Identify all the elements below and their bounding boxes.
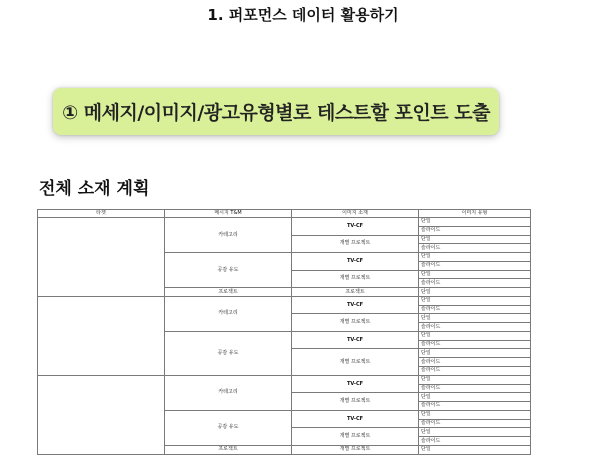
image-source-cell: 개별 프로젝트 <box>292 428 419 446</box>
message-cell: 카테고리 <box>165 375 292 410</box>
header-image-type: 이미지 유형 <box>419 210 531 218</box>
table-row <box>38 296 531 305</box>
image-source-cell: 개별 프로젝트 <box>292 270 419 288</box>
message-cell: 공감 유도 <box>165 253 292 288</box>
image-type-cell: 단일 <box>419 410 531 419</box>
image-source-cell: 프로젝트 <box>292 288 419 297</box>
image-type-cell: 단일 <box>419 296 531 305</box>
image-type-cell: 슬라이드 <box>419 384 531 393</box>
image-source-cell: TV-CF <box>292 375 419 393</box>
image-type-cell: 단일 <box>419 393 531 402</box>
image-source-cell: TV-CF <box>292 331 419 349</box>
image-source-cell: 개별 프로젝트 <box>292 349 419 375</box>
image-type-cell: 단일 <box>419 428 531 437</box>
image-type-cell: 슬라이드 <box>419 323 531 332</box>
section-title: 전체 소재 계획 <box>39 179 150 199</box>
image-type-cell: 슬라이드 <box>419 305 531 314</box>
image-type-cell: 슬라이드 <box>419 226 531 235</box>
creative-plan-table <box>37 209 531 455</box>
image-type-cell: 단일 <box>419 235 531 244</box>
image-source-cell: 개별 프로젝트 <box>292 393 419 411</box>
image-type-cell: 슬라이드 <box>419 244 531 253</box>
image-type-cell: 단일 <box>419 218 531 227</box>
image-type-cell: 슬라이드 <box>419 261 531 270</box>
target-cell <box>38 218 165 297</box>
image-type-cell: 단일 <box>419 253 531 262</box>
image-type-cell: 슬라이드 <box>419 402 531 411</box>
image-type-cell: 슬라이드 <box>419 358 531 367</box>
page-heading: 1. 퍼포먼스 데이터 활용하기 <box>207 6 399 24</box>
image-type-cell: 슬라이드 <box>419 279 531 288</box>
image-type-cell: 단일 <box>419 314 531 323</box>
message-cell: 공감 유도 <box>165 410 292 445</box>
image-type-cell: 단일 <box>419 349 531 358</box>
target-cell <box>38 296 165 375</box>
image-source-cell: TV-CF <box>292 218 419 236</box>
table-row <box>38 218 531 227</box>
image-type-cell: 슬라이드 <box>419 419 531 428</box>
header-message: 메시지 T&M <box>165 210 292 218</box>
message-cell: 프로젝트 <box>165 288 292 297</box>
table-body <box>38 218 531 455</box>
highlight-banner <box>53 88 499 135</box>
image-source-cell: 개별 프로젝트 <box>292 314 419 332</box>
target-cell <box>38 375 165 454</box>
image-type-cell: 슬라이드 <box>419 437 531 446</box>
image-type-cell: 단일 <box>419 445 531 454</box>
header-image-source: 이미지 소재 <box>292 210 419 218</box>
image-source-cell: TV-CF <box>292 253 419 271</box>
image-source-cell: 개별 프로젝트 <box>292 445 419 454</box>
message-cell: 프로젝트 <box>165 445 292 454</box>
image-type-cell: 단일 <box>419 331 531 340</box>
image-type-cell: 단일 <box>419 375 531 384</box>
message-cell: 공감 유도 <box>165 331 292 375</box>
table-row <box>38 375 531 384</box>
image-source-cell: 개별 프로젝트 <box>292 235 419 253</box>
message-cell: 카테고리 <box>165 218 292 253</box>
table-header-row <box>38 210 531 218</box>
image-source-cell: TV-CF <box>292 296 419 314</box>
image-type-cell: 슬라이드 <box>419 340 531 349</box>
image-source-cell: TV-CF <box>292 410 419 428</box>
header-target: 타겟 <box>38 210 165 218</box>
image-type-cell: 단일 <box>419 288 531 297</box>
image-type-cell: 단일 <box>419 270 531 279</box>
message-cell: 카테고리 <box>165 296 292 331</box>
image-type-cell: 슬라이드 <box>419 367 531 376</box>
banner-text: ① 메세지/이미지/광고유형별로 테스트할 포인트 도출 <box>62 102 490 124</box>
